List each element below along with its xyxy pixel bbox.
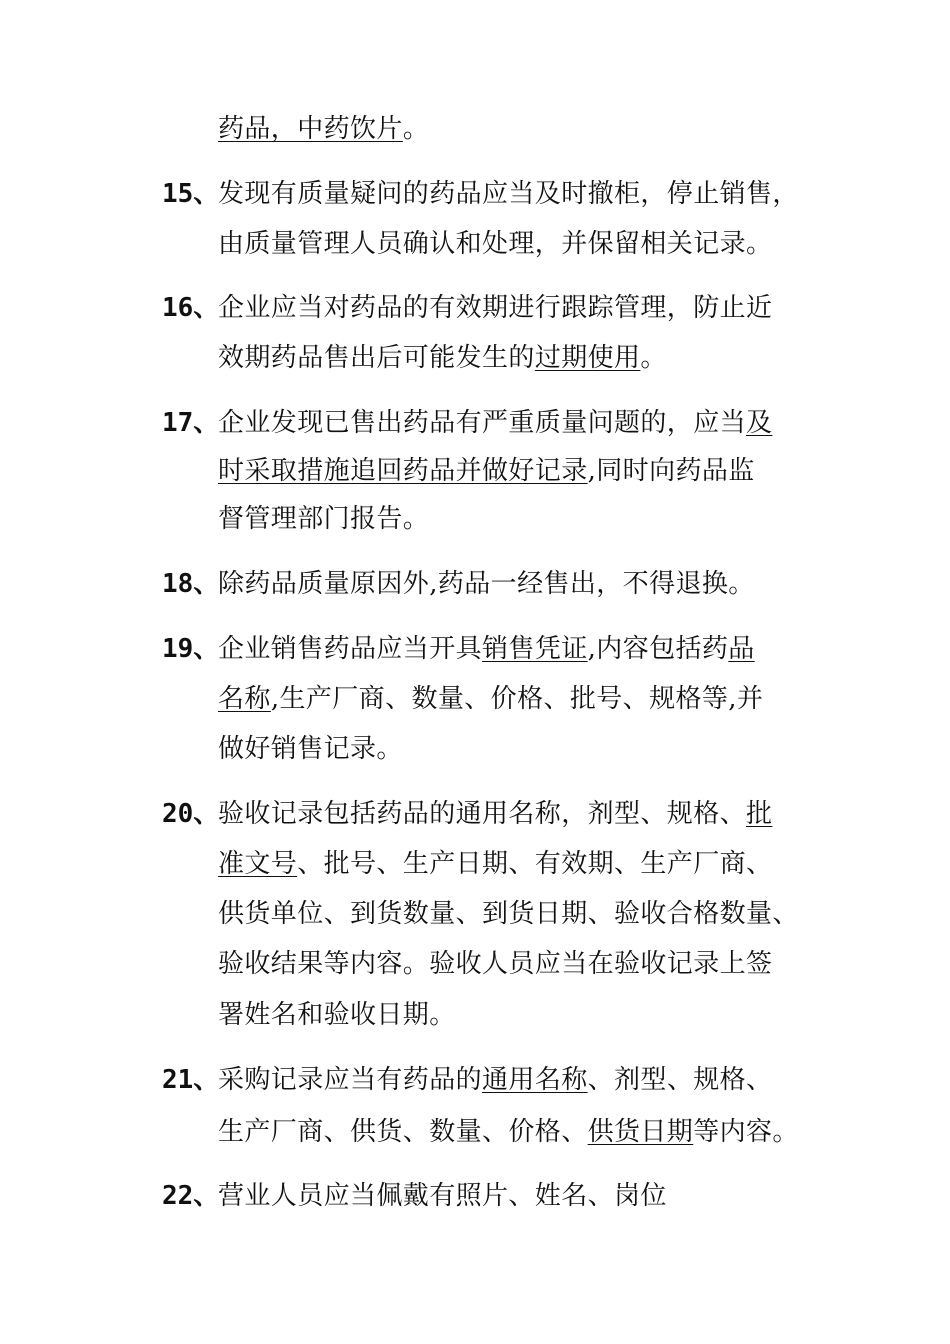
text-segment: 生产厂商、供货、数量、价格、 xyxy=(218,1117,588,1147)
item-text-line xyxy=(218,1000,456,1030)
underlined-text: 批 xyxy=(746,799,773,829)
underlined-text: 药品，中药饮片 xyxy=(218,114,403,144)
item-text-line xyxy=(218,1117,799,1147)
item-text-line xyxy=(218,293,772,323)
item-text-line xyxy=(218,229,772,259)
text-segment: 企业发现已售出药品有严重质量问题的，应当 xyxy=(218,408,747,438)
item-text-line xyxy=(218,179,799,209)
item-text-line xyxy=(218,504,429,534)
item-number: 20、 xyxy=(162,799,220,829)
text-segment: 、剂型、规格、 xyxy=(587,1065,773,1095)
text-segment: 营业人员应当佩戴有照片、姓名、岗位 xyxy=(218,1181,667,1211)
text-segment: 。 xyxy=(402,114,430,144)
text-segment: 验收结果等内容。验收人员应当在验收记录上签 xyxy=(218,949,773,979)
underlined-text: 及 xyxy=(746,408,773,438)
item-text-line xyxy=(218,1181,667,1211)
item-text-line xyxy=(218,899,799,929)
text-segment: 企业销售药品应当开具 xyxy=(218,634,483,664)
item-number: 17、 xyxy=(162,408,220,438)
item-text-line xyxy=(218,634,755,664)
item-text-line xyxy=(218,114,429,144)
item-number: 16、 xyxy=(162,293,220,323)
item-text-line xyxy=(218,684,763,714)
item-text-line xyxy=(218,734,403,764)
item-text-line xyxy=(218,408,772,438)
text-segment: 署姓名和验收日期。 xyxy=(218,1000,456,1030)
item-text-line xyxy=(218,343,667,373)
text-segment: 由质量管理人员确认和处理，并保留相关记录。 xyxy=(218,229,773,259)
underlined-text: 过期使用 xyxy=(534,343,641,373)
item-number: 18、 xyxy=(162,569,220,599)
underlined-text: 通用名称 xyxy=(482,1065,588,1095)
item-text-line xyxy=(218,949,772,979)
underlined-text: 品 xyxy=(728,634,755,664)
underlined-text: 准文号 xyxy=(218,849,298,879)
item-text-line xyxy=(218,569,755,599)
item-text-line xyxy=(218,456,755,486)
text-segment: ,内容包括药 xyxy=(587,634,729,664)
text-segment: 等内容。 xyxy=(693,1117,799,1147)
underlined-text: 时采取措施追回药品并做好记录 xyxy=(218,456,588,486)
underlined-text: 供货日期 xyxy=(587,1117,694,1147)
text-segment: 。 xyxy=(640,343,667,373)
item-number: 19、 xyxy=(162,634,220,664)
text-segment: 除药品质量原因外,药品一经售出，不得退换。 xyxy=(218,569,755,599)
item-number: 22、 xyxy=(162,1181,220,1211)
item-number: 15、 xyxy=(162,179,220,209)
text-segment: ,生产厂商、数量、价格、批号、规格等,并 xyxy=(270,684,764,714)
underlined-text: 名称 xyxy=(218,684,271,714)
text-segment: 企业应当对药品的有效期进行跟踪管理，防止近 xyxy=(218,293,773,323)
text-segment: 供货单位、到货数量、到货日期、验收合格数量、 xyxy=(218,899,799,929)
text-segment: 督管理部门报告。 xyxy=(218,504,430,534)
text-segment: 效期药品售出后可能发生的 xyxy=(218,343,535,373)
text-segment: 发现有质量疑问的药品应当及时撤柜，停止销售， xyxy=(218,179,799,209)
item-text-line xyxy=(218,799,772,829)
item-text-line xyxy=(218,849,772,879)
text-segment: ,同时向药品监 xyxy=(587,456,755,486)
item-text-line xyxy=(218,1065,772,1095)
text-segment: 做好销售记录。 xyxy=(218,734,403,764)
text-segment: 、批号、生产日期、有效期、生产厂商、 xyxy=(297,849,773,879)
item-number: 21、 xyxy=(162,1065,220,1095)
underlined-text: 销售凭证 xyxy=(482,634,588,664)
text-segment: 验收记录包括药品的通用名称，剂型、规格、 xyxy=(218,799,747,829)
text-segment: 采购记录应当有药品的 xyxy=(218,1065,483,1095)
